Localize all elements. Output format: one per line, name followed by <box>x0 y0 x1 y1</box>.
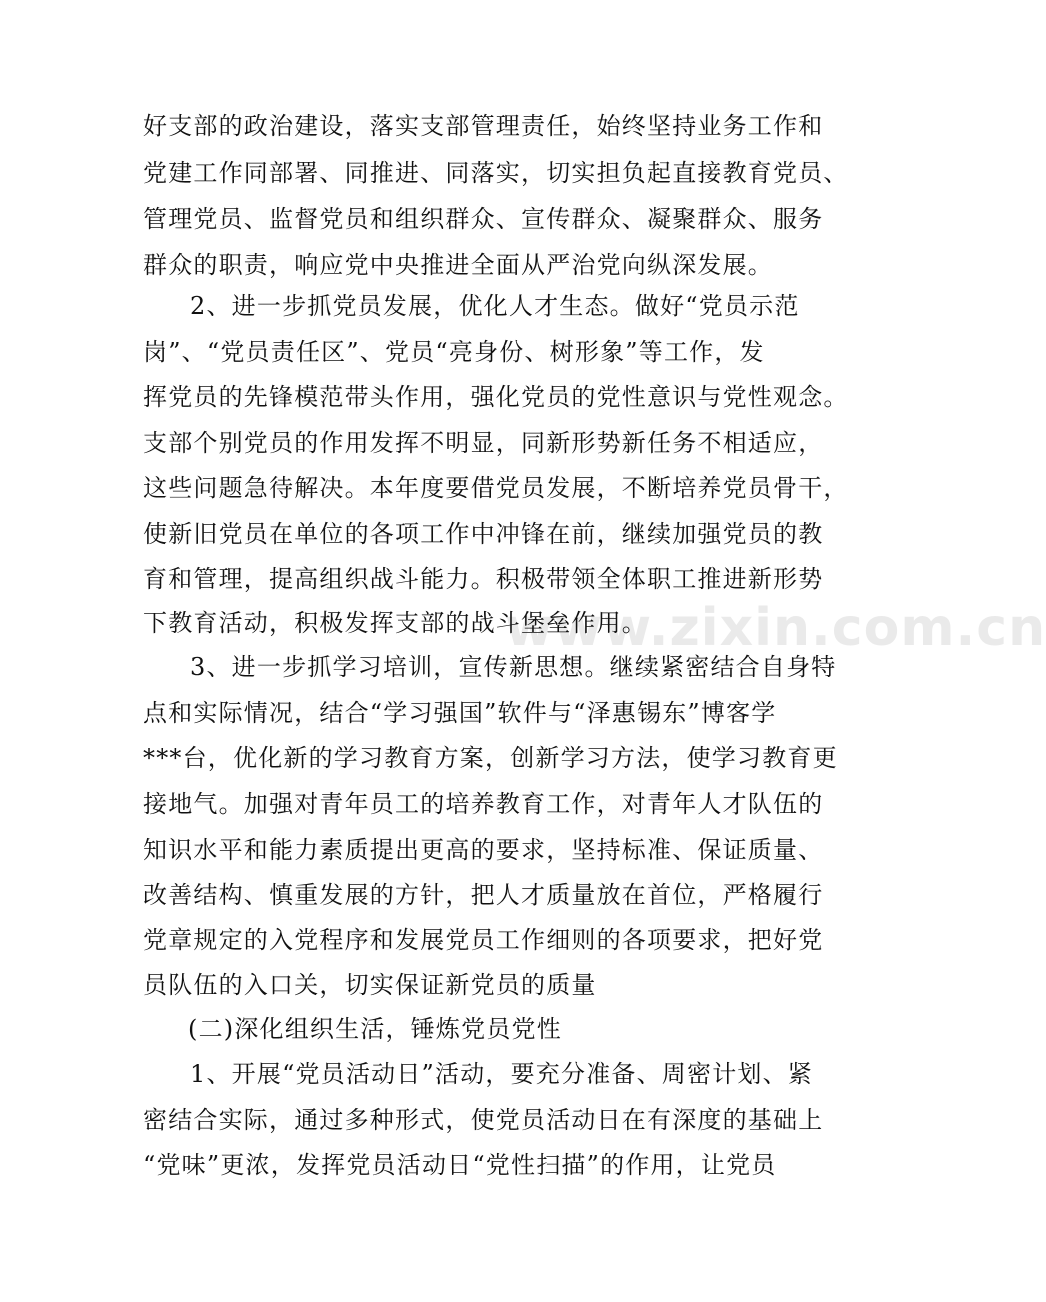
text-line: 3、进一步抓学习培训，宣传新思想。继续紧密结合自身特 <box>190 653 837 681</box>
text-line: 2、进一步抓党员发展，优化人才生态。做好“党员示范 <box>190 292 800 320</box>
text-line: 改善结构、慎重发展的方针，把人才质量放在首位，严格履行 <box>143 881 824 909</box>
text-line: ***台，优化新的学习教育方案，创新学习方法，使学习教育更 <box>143 744 838 772</box>
text-line: 密结合实际，通过多种形式，使党员活动日在有深度的基础上 <box>143 1106 824 1134</box>
text-line: 点和实际情况，结合“学习强国”软件与“泽惠锡东”博客学 <box>143 699 777 727</box>
text-line: 支部个别党员的作用发挥不明显，同新形势新任务不相适应， <box>143 429 824 457</box>
section-heading: (二)深化组织生活，锤炼党员党性 <box>188 1015 562 1043</box>
text-line: 管理党员、监督党员和组织群众、宣传群众、凝聚群众、服务 <box>143 205 824 233</box>
text-line: 下教育活动，积极发挥支部的战斗堡垒作用。 <box>143 609 647 637</box>
text-line: 岗”、“党员责任区”、党员“亮身份、树形象”等工作，发 <box>143 338 765 366</box>
watermark-text: www.zixin.com.cn <box>505 598 1046 658</box>
text-line: 好支部的政治建设，落实支部管理责任，始终坚持业务工作和 <box>143 112 824 140</box>
text-line: 党章规定的入党程序和发展党员工作细则的各项要求，把好党 <box>143 926 824 954</box>
text-line: 挥党员的先锋模范带头作用，强化党员的党性意识与党性观念。 <box>143 383 849 411</box>
text-line: 群众的职责，响应党中央推进全面从严治党向纵深发展。 <box>143 251 773 279</box>
text-line: 员队伍的入口关，切实保证新党员的质量 <box>143 971 597 999</box>
text-line: 这些问题急待解决。本年度要借党员发展，不断培养党员骨干， <box>143 474 849 502</box>
text-line: “党味”更浓，发挥党员活动日“党性扫描”的作用，让党员 <box>143 1151 777 1179</box>
text-line: 使新旧党员在单位的各项工作中冲锋在前，继续加强党员的教 <box>143 520 824 548</box>
text-line: 1、开展“党员活动日”活动，要充分准备、周密计划、紧 <box>190 1060 814 1088</box>
text-line: 接地气。加强对青年员工的培养教育工作，对青年人才队伍的 <box>143 790 824 818</box>
text-line: 育和管理，提高组织战斗能力。积极带领全体职工推进新形势 <box>143 565 824 593</box>
text-line: 党建工作同部署、同推进、同落实，切实担负起直接教育党员、 <box>143 159 849 187</box>
text-line: 知识水平和能力素质提出更高的要求，坚持标准、保证质量、 <box>143 836 824 864</box>
